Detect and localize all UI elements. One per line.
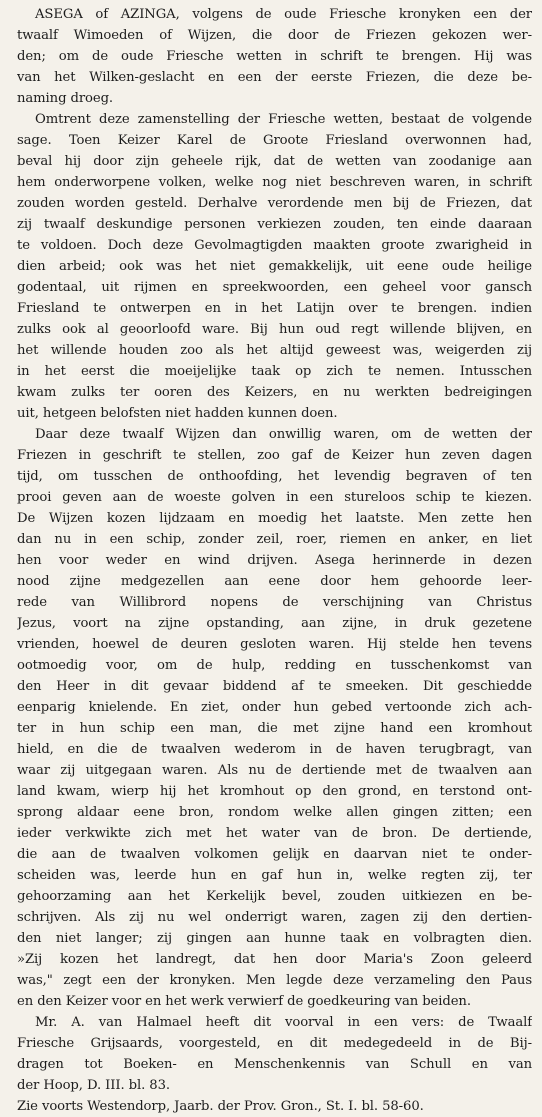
text-line: rede van Willibrord nopens de verschijning van Christus: [17, 595, 532, 610]
text-line: Friesche Grijsaards, voorgesteld, en dit medegedeeld in de Bij-: [17, 1036, 532, 1051]
text-line: eenparig knielende. En ziet, onder hun gebed vertoonde zich ach-: [17, 700, 532, 715]
text-line: waar zij uitgegaan waren. Als nu de dertiende met de twaalven aan: [17, 763, 532, 778]
text-line: schrijven. Als zij nu wel onderrigt waren, zagen zij den dertien-: [17, 910, 532, 925]
text-line: te voldoen. Doch deze Gevolmagtigden maakten groote zwarigheid in: [17, 238, 532, 253]
text-line: zouden worden gesteld. Derhalve verordende men bij de Friezen, dat: [17, 196, 532, 211]
text-line: van het Wilken-geslacht en een der eerste Friezen, die deze be-: [17, 70, 532, 85]
text-line: sage. Toen Keizer Karel de Groote Friesland overwonnen had,: [17, 133, 532, 148]
text-line: nood zijne medgezellen aan eene door hem gehoorde leer-: [17, 574, 532, 589]
text-line: en den Keizer voor en het werk verwierf de goedkeuring van beiden.: [17, 994, 471, 1009]
text-line: hen voor weder en wind drijven. Asega herinnerde in dezen: [17, 553, 532, 568]
text-line: hem onderworpene volken, welke nog niet beschreven waren, in schrift: [17, 175, 532, 190]
text-line: twaalf Wimoeden of Wijzen, die door de Friezen gekozen wer-: [17, 28, 532, 43]
text-line: ootmoedig voor, om de hulp, redding en tusschenkomst van: [17, 658, 532, 673]
text-line: land kwam, wierp hij het kromhout op den grond, en terstond ont-: [17, 784, 532, 799]
text-line: »Zij kozen het landregt, dat hen door Maria's Zoon geleerd: [17, 952, 532, 967]
text-line: dan nu in een schip, zonder zeil, roer, riemen en anker, en liet: [17, 532, 532, 547]
text-body: [17, 4, 532, 1117]
text-line: der Hoop, D. III. bl. 83.: [17, 1078, 170, 1093]
text-line: scheiden was, leerde hun en gaf hun in, welke regten zij, ter: [17, 868, 532, 883]
text-line: godentaal, uit rijmen en spreekwoorden, een geheel voor gansch: [17, 280, 532, 295]
text-line: ter in hun schip een man, die met zijne hand een kromhout: [17, 721, 532, 736]
text-line: hield, en die de twaalven wederom in de haven terugbragt, van: [17, 742, 532, 757]
text-line: Friesland te ontwerpen en in het Latijn over te brengen. indien: [17, 301, 532, 316]
text-line: kwam zulks ter ooren des Keizers, en nu werkten bedreigingen: [17, 385, 532, 400]
text-line: ASEGA of AZINGA, volgens de oude Friesche kronyken een der: [35, 7, 532, 22]
text-line: was," zegt een der kronyken. Men legde deze verzameling den Paus: [17, 973, 532, 988]
text-line: tijd, om tusschen de onthoofding, het levendig begraven of ten: [17, 469, 532, 484]
text-line: uit, hetgeen belofsten niet hadden kunnen doen.: [17, 406, 338, 421]
text-line: in het eerst die moeijelijke taak op zich te nemen. Intusschen: [17, 364, 532, 379]
text-line: den Heer in dit gevaar biddend af te smeeken. Dit geschiedde: [17, 679, 532, 694]
text-line: Daar deze twaalf Wijzen dan onwillig waren, om de wetten der: [35, 427, 532, 442]
text-line: zulks ook al geoorloofd ware. Bij hun oud regt willende blijven, en: [17, 322, 532, 337]
text-line: den niet langer; zij gingen aan hunne taak en volbragten dien.: [17, 931, 532, 946]
text-line: Zie voorts Westendorp, Jaarb. der Prov. Gron., St. I. bl. 58-60.: [17, 1099, 424, 1114]
text-line: Mr. A. van Halmael heeft dit voorval in een vers: de Twaalf: [35, 1015, 532, 1030]
text-line: gehoorzaming aan het Kerkelijk bevel, zouden uitkiezen en be-: [17, 889, 532, 904]
text-line: dien arbeid; ook was het niet gemakkelijk, uit eene oude heilige: [17, 259, 532, 274]
text-line: zij twaalf deskundige personen verkiezen zouden, ten einde daaraan: [17, 217, 532, 232]
text-line: den; om de oude Friesche wetten in schrift te brengen. Hij was: [17, 49, 532, 64]
text-line: beval hij door zijn geheele rijk, dat de wetten van zoodanige aan: [17, 154, 532, 169]
text-line: prooi geven aan de woeste golven in een stureloos schip te kiezen.: [17, 490, 532, 505]
text-line: sprong aldaar eene bron, rondom welke allen gingen zitten; een: [17, 805, 532, 820]
text-line: Omtrent deze zamenstelling der Friesche wetten, bestaat de volgende: [35, 112, 532, 127]
text-line: Friezen in geschrift te stellen, zoo gaf de Keizer hun zeven dagen: [17, 448, 532, 463]
text-line: naming droeg.: [17, 91, 114, 106]
text-line: het willende houden zoo als het altijd geweest was, weigerden zij: [17, 343, 532, 358]
text-line: dragen tot Boeken- en Menschenkennis van Schull en van: [17, 1057, 532, 1072]
text-line: ieder verkwikte zich met het water van de bron. De dertiende,: [17, 826, 532, 841]
text-line: vrienden, hoewel de deuren gesloten waren. Hij stelde hen tevens: [17, 637, 532, 652]
text-line: De Wijzen kozen lijdzaam en moedig het laatste. Men zette hen: [17, 511, 532, 526]
text-line: die aan de twaalven volkomen gelijk en daarvan niet te onder-: [17, 847, 532, 862]
text-line: Jezus, voort na zijne opstanding, aan zijne, in druk gezetene: [17, 616, 532, 631]
